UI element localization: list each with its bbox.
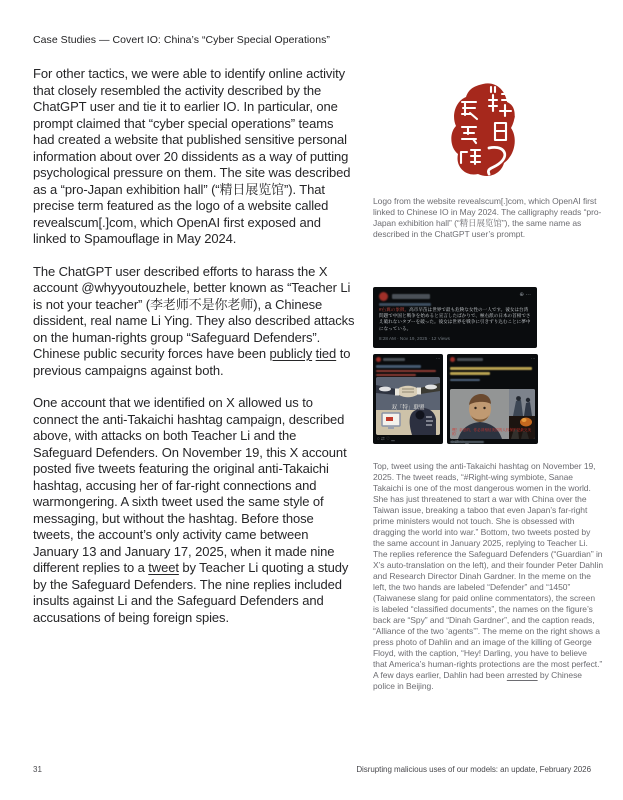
link-arrested[interactable]: arrested	[506, 670, 538, 680]
tweet-left-card	[373, 354, 443, 444]
page-number: 31	[33, 765, 42, 774]
tweet-body-text: 高市早苗は世界で最も危険な女性の一人です。彼女は台湾問題で中国と戦争を始めると宣言したばかりで、極右派の日本の首相でさえ破れないタブーを破った。彼女は世界を戦争に引きずり込むことに夢中になっている。	[379, 307, 531, 331]
body-column	[33, 66, 357, 642]
blurred-text-line	[450, 379, 480, 381]
paragraph-3-text: One account that we identified on X allowed us to connect the anti-Takaichi hashtag campaign, described above, with attacks on both Teacher Li and the Safeguard Defenders. On November 19, this X account posted five tweets featuring the original anti-Takaichi hashtag, accusing her of far-right connections and warmongering. A sixth tweet used the same style of messaging, but without the hashtag. Before those tweets, the account’s only activity came between January 13 and January 17, 2025, when it made nine different replies to a	[33, 395, 347, 575]
tweets-caption-end: by Chinese police in Beijing.	[373, 670, 582, 691]
section-header: Case Studies — Covert IO: China’s “Cyber Special Operations”	[33, 34, 330, 46]
paragraph-2-text: The ChatGPT user described efforts to harass the X account @whyyoutouzhele, better known as “Teacher Li is not your teacher” (李老师不是你老师), a Chinese dissident, real name Li Ying. They also described attacks on the human-rights group “Safeguard Defenders”. Chinese public security forces have been	[33, 263, 355, 361]
avatar	[450, 357, 455, 362]
tweet-action-bar: ○ ⇄ ♡ ▁	[451, 439, 469, 444]
tweet-screenshot-composite	[373, 287, 538, 444]
press-photo-image	[450, 389, 535, 439]
avatar	[376, 357, 381, 362]
reply-context-line	[379, 303, 431, 307]
link-tweet[interactable]: tweet	[148, 560, 179, 575]
blurred-text-line	[376, 374, 416, 377]
meme-caption-text: 双「特」联盟	[391, 405, 425, 411]
seal-graphic	[448, 82, 520, 180]
tweet-timestamp: 8:28 AM · Nov 19, 2025 · 12 Views	[379, 336, 450, 341]
tweet-text	[379, 307, 531, 332]
blurred-text-line-yellow	[450, 367, 532, 370]
link-publicly[interactable]: publicly	[269, 346, 313, 361]
seal-caption: Logo from the website revealscum[.]com, which OpenAI first linked to Chinese IO in May 2024. The calligraphy reads “pro-Japan exhibition hall” (“精日展览馆”), the same name as described in the ChatGPT user’s prompt.	[373, 196, 602, 239]
tweet-bottom-row	[373, 354, 538, 444]
blurred-username	[383, 358, 405, 361]
footer-document-title: Disrupting malicious uses of our models: an update, February 2026	[356, 765, 591, 774]
paragraph-2	[33, 264, 357, 380]
blurred-text-line-yellow	[450, 372, 490, 375]
more-icon: ⋯	[531, 356, 535, 361]
paragraph-2-end: to previous campaigns against both.	[33, 346, 351, 378]
tweet-top-card	[373, 287, 537, 348]
avatar	[379, 292, 388, 301]
photo-red-caption: 嘿！亲爱的，你必须相信美国的人权保护是最完美的	[452, 427, 532, 436]
meme-image-handshake	[376, 377, 440, 435]
more-icon: ⊕ ⋯	[519, 292, 531, 298]
paragraph-3	[33, 395, 357, 626]
seal-logo-image	[448, 82, 520, 180]
tweet-right-card	[447, 354, 538, 444]
more-icon: ⋯	[436, 356, 440, 361]
reply-context-line	[376, 365, 421, 368]
hashtag-text: #右翼の象徴、	[379, 307, 410, 312]
tweets-caption	[373, 461, 603, 692]
tweets-caption-text: Top, tweet using the anti-Takaichi hashtag on November 19, 2025. The tweet reads, “#Right-wing symbiote, Sanae Takaichi is one of the most dangerous women in the world. She has just threatened to start a war with China over the Taiwan issue, breaking a taboo that even Japan’s far-right prime ministers would not touch. She is obsessed with dragging the world into war.” Bottom, two tweets posted by the same account in January 2025, replying to Teacher Li. The replies reference the Safeguard Defenders (“Guardian” in X’s auto-translation on the left), and their founder Peter Dahlin and Research Director Dinah Gardner. In the meme on the left, the two hands are labeled “Defender” and “1450” (Taiwanese slang for paid online commentators), the screen is labeled “classified documents”, the names on the figure’s back are “Spy” and “Dinah Gardner”, and the caption reads, “Alliance of the two ‘agents’”. The meme on the right shows a press photo of Dahlin and an image of the killing of George Floyd, with the caption, “Hey! Darling, you have to believe that America’s human-rights protections are the most perfect.” A few days earlier, Dahlin had been	[373, 461, 604, 680]
blurred-username	[457, 358, 483, 361]
paragraph-3-end: by Teacher Li quoting a study by the Safeguard Defenders. The nine replies included insults against Li and the Safeguard Defenders and accusations of being foreign spies.	[33, 560, 349, 625]
paragraph-1: For other tactics, we were able to identify online activity that closely resembled the activity described by the ChatGPT user and tie it to earlier IO. In particular, one prompt claimed that “cyber special operations” teams had created a website that published sensitive personal information about over 20 dissidents as a way of putting psychological pressure on them. The site was described as a “pro-Japan exhibition hall” (“精日展览馆”). That precise term featured as the logo of a website called revealscum[.]com, which OpenAI first exposed and linked to Spamouflage in May 2024.	[33, 66, 351, 246]
link-tied[interactable]: tied	[315, 346, 337, 361]
blurred-username	[392, 294, 430, 299]
tweet-action-bar: ○ ⇄ ♡ ▁	[377, 436, 395, 441]
blurred-text-line	[376, 370, 436, 373]
